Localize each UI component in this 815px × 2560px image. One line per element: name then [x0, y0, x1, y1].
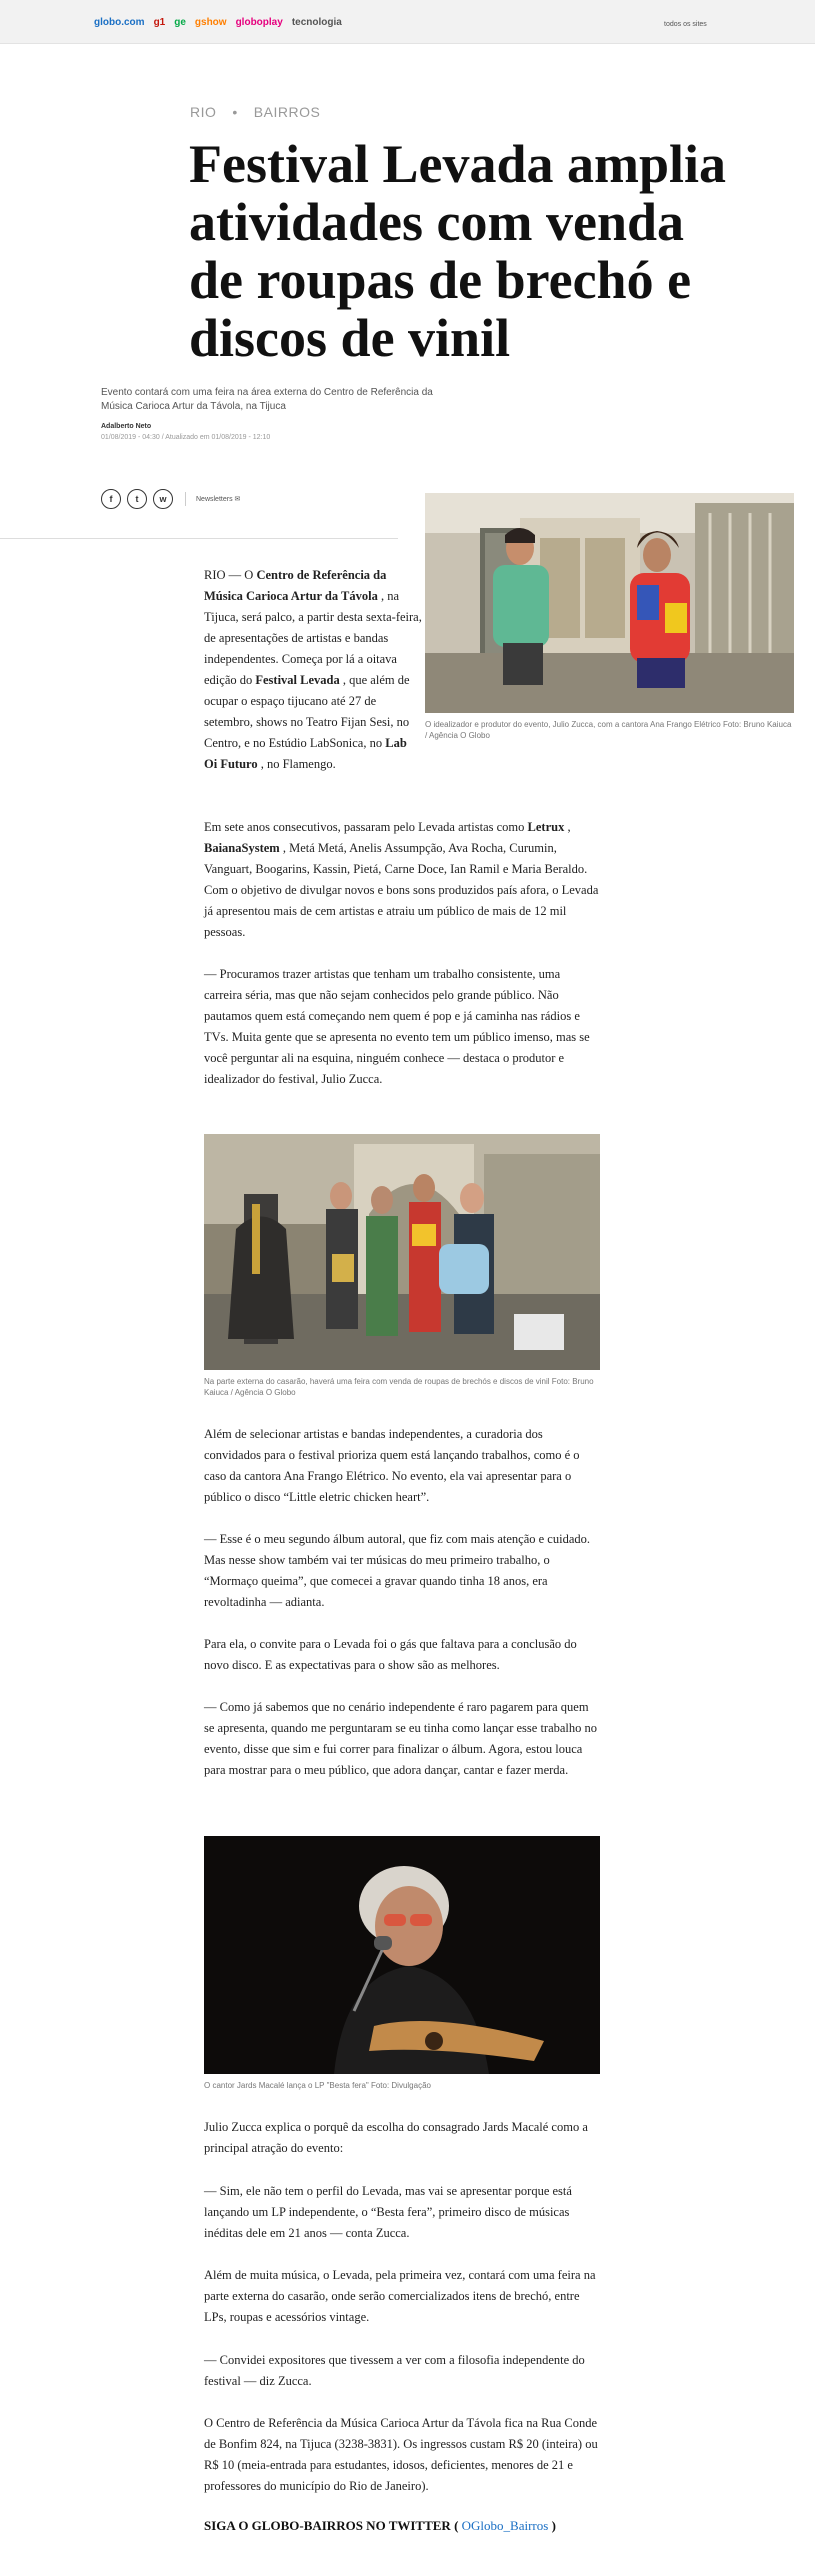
- article-dates: 01/08/2019 - 04:30 / Atualizado em 01/08/2019 - 12:10: [101, 434, 271, 441]
- text-span: RIO — O: [204, 568, 257, 582]
- twitter-icon[interactable]: t: [127, 489, 147, 509]
- text-span: , na Tijuca, será palco, a partir desta sexta-feira, de apresentações de artistas e bandas independentes. Começa por lá a oitava edição do: [204, 589, 422, 687]
- top-bar-links: [94, 17, 342, 28]
- article-subtitle: Evento contará com uma feira na área externa do Centro de Referência da Música Carioca Artur da Távola, na Tijuca: [101, 387, 433, 412]
- follow-twitter-line: [204, 2518, 556, 2534]
- link-g1[interactable]: g1: [153, 17, 166, 28]
- breadcrumb-section[interactable]: RIO: [190, 104, 217, 120]
- breadcrumb-subsection[interactable]: BAIRROS: [253, 104, 321, 120]
- breadcrumb: [190, 104, 320, 120]
- article-paragraph: Julio Zucca explica o porquê da escolha do consagrado Jards Macalé como a principal atração do evento:: [204, 2120, 588, 2155]
- photo-jards-macale: [204, 1836, 600, 2074]
- article-paragraph: O Centro de Referência da Música Carioca Artur da Távola fica na Rua Conde de Bonfim 824, na Tijuca (3238-3831). Os ingressos custam R$ 20 (inteira) ou R$ 10 (meia-entrada para estudantes, idosos, deficientes, menores de 21 e professores do município do Rio de Janeiro).: [204, 2416, 598, 2493]
- page-title: Festival Levada amplia atividades com venda de roupas de brechó e discos de vinil: [189, 134, 726, 368]
- text-span: SIGA O GLOBO-BAIRROS NO TWITTER (: [204, 2518, 462, 2533]
- photo-caption: Na parte externa do casarão, haverá uma feira com venda de roupas de brechós e discos de vinil Foto: Bruno Kaiuca / Agência O Globo: [204, 1377, 594, 1397]
- share-bar: [101, 489, 240, 509]
- link-tecnologia[interactable]: tecnologia: [291, 17, 342, 28]
- link-gshow[interactable]: gshow: [194, 17, 227, 28]
- newsletters-link[interactable]: Newsletters ✉: [196, 496, 241, 503]
- link-centro-referencia[interactable]: Centro de Referência da Música Carioca Artur da Távola: [204, 568, 387, 603]
- link-festival-levada[interactable]: Festival Levada: [255, 673, 340, 687]
- all-sites-link[interactable]: todos os sites: [664, 21, 707, 28]
- article-author[interactable]: Adalberto Neto: [101, 423, 152, 430]
- article-paragraph: — Como já sabemos que no cenário independente é raro pagarem para quem se apresenta, quando me perguntaram se eu tinha como lançar esse trabalho no evento, disse que sim e fui correr para finalizar o álbum. Agora, estou louca para mostrar para o meu público, que adora dançar, cantar e fazer merda.: [204, 1700, 598, 1777]
- link-baianasystem[interactable]: BaianaSystem: [204, 841, 280, 855]
- article-paragraph: — Sim, ele não tem o perfil do Levada, mas vai se apresentar porque está lançando um LP independente, o “Besta fera”, primeiro disco de músicas inéditas dele em 21 anos — conta Zucca.: [204, 2184, 572, 2240]
- breadcrumb-separator: •: [232, 104, 238, 120]
- article-paragraph: — Procuramos trazer artistas que tenham um trabalho consistente, uma carreira séria, mas que não sejam conhecidos pelo grande público. Não pautamos quem está começando nem quem é pop e já caminha nas rádios e TVs. Muita gente que se apresenta no evento tem um público imenso, mas se você perguntar ali na esquina, ninguém conhece — destaca o produtor e idealizador do festival, Julio Zucca.: [204, 967, 590, 1086]
- article-paragraph: [204, 817, 599, 943]
- article-paragraph: [204, 565, 422, 775]
- link-ge[interactable]: ge: [174, 17, 186, 28]
- text-span: Em sete anos consecutivos, passaram pelo Levada artistas como: [204, 820, 528, 834]
- header-divider: [0, 538, 398, 539]
- article-paragraph: Além de selecionar artistas e bandas independentes, a curadoria dos convidados para o festival prioriza quem está lançando trabalhos, como é o caso da cantora Ana Frango Elétrico. No evento, ela vai apresentar para o público o disco “Little eletric chicken heart”.: [204, 1427, 580, 1504]
- text-span: , no Flamengo.: [257, 757, 336, 771]
- facebook-icon[interactable]: f: [101, 489, 121, 509]
- link-globo[interactable]: globo.com: [94, 17, 145, 28]
- photo-caption: O cantor Jards Macalé lança o LP "Besta fera" Foto: Divulgação: [204, 2081, 431, 2090]
- share-divider: [185, 492, 186, 506]
- link-lab-oi-futuro[interactable]: Lab Oi Futuro: [204, 736, 407, 771]
- article-paragraph: — Convidei expositores que tivessem a ver com a filosofia independente do festival — diz Zucca.: [204, 2353, 585, 2388]
- photo-zucca-ana-frango: [425, 493, 794, 713]
- photo-feira-brecho: [204, 1134, 600, 1370]
- article-paragraph: — Esse é o meu segundo álbum autoral, que fiz com mais atenção e cuidado. Mas nesse show também vai ter músicas do meu primeiro trabalho, o “Mormaço queima”, que comecei a gravar quando tinha 18 anos, era revoltadinha — adianta.: [204, 1532, 590, 1609]
- twitter-handle-link[interactable]: OGlobo_Bairros: [461, 2518, 549, 2533]
- text-span: , que além de ocupar o espaço tijucano até 27 de setembro, shows no Teatro Fijan Sesi, no Centro, e no Estúdio LabSonica, no: [204, 673, 410, 750]
- link-letrux[interactable]: Letrux: [527, 820, 565, 834]
- text-span: , Metá Metá, Anelis Assumpção, Ava Rocha, Curumin, Vanguart, Boogarins, Kassin, Pietá, Carne Doce, Ian Ramil e Maria Beraldo. Com o objetivo de divulgar novos e bons sons produzidos país afora, o Levada já apresentou mais de cem artistas e atraiu um público de mais de 12 mil pessoas.: [204, 841, 599, 939]
- top-bar: [0, 0, 815, 44]
- text-span: ): [548, 2518, 556, 2533]
- article-paragraph: Além de muita música, o Levada, pela primeira vez, contará com uma feira na parte externa do casarão, onde serão comercializados itens de brechó, entre LPs, roupas e acessórios vintage.: [204, 2268, 596, 2324]
- photo-caption: O idealizador e produtor do evento, Julio Zucca, com a cantora Ana Frango Elétrico Foto: Bruno Kaiuca / Agência O Globo: [425, 720, 792, 740]
- text-span: ,: [564, 820, 571, 834]
- link-globoplay[interactable]: globoplay: [235, 17, 283, 28]
- whatsapp-icon[interactable]: w: [153, 489, 173, 509]
- newsletters-label: Newsletters: [196, 496, 233, 503]
- article-paragraph: Para ela, o convite para o Levada foi o gás que faltava para a conclusão do novo disco. E as expectativas para o show são as melhores.: [204, 1637, 577, 1672]
